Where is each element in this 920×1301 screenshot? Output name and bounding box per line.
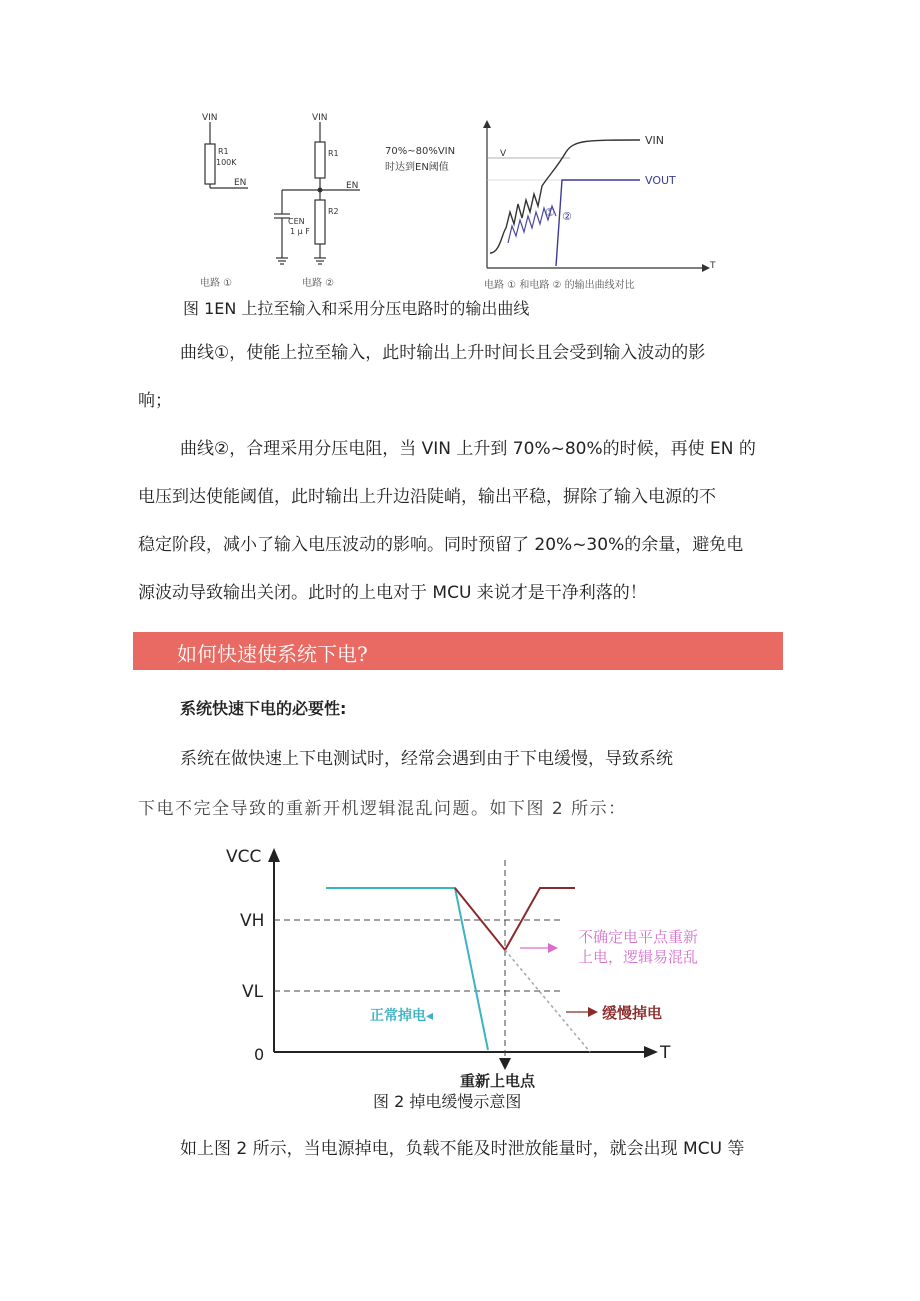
c2-en-label: EN [346, 181, 359, 191]
graph-v-arrow [483, 120, 491, 128]
slow-label: 缓慢掉电 [602, 1004, 663, 1022]
vcc-axis-arrow [268, 848, 280, 862]
graph-v-label: V [500, 149, 507, 159]
paragraph-1b: 响； [138, 391, 172, 411]
slow-arrow-head [588, 1007, 598, 1017]
paragraph-4: 如上图 2 所示，当电源掉电，负载不能及时泄放能量时，就会出现 MCU 等 [180, 1139, 745, 1159]
note-line-1: 不确定电平点重新 [578, 928, 699, 946]
c2-r1-label: R1 [328, 149, 339, 158]
c2-r2-label: R2 [328, 207, 339, 216]
restart-arrow [499, 1058, 511, 1070]
zero-label: 0 [254, 1045, 265, 1064]
vin-label: VIN [645, 134, 664, 147]
c1-r1-value: 100K [216, 158, 237, 167]
note-line-2: 上电，逻辑易混乱 [578, 948, 699, 966]
c2-cen-value: 1 μ F [290, 227, 310, 236]
section-banner [133, 632, 783, 670]
vcc-label: VCC [226, 847, 262, 867]
paragraph-2-line-4: 源波动导致输出关闭。此时的上电对于 MCU 来说才是干净利落的！ [138, 583, 647, 603]
c2-cen-label: CEN [288, 217, 305, 226]
circuit-2 [274, 122, 360, 264]
figure-1-diagram [190, 108, 750, 298]
figure-2-caption: 图 2 掉电缓慢示意图 [373, 1092, 522, 1111]
c1-en-label: EN [234, 178, 247, 188]
graph-t-arrow [702, 264, 710, 272]
c2-caption: 电路 ② [302, 278, 335, 289]
t-label: T [660, 1043, 671, 1063]
junction-dot [318, 188, 323, 193]
figure-1-caption: 图 1EN 上拉至输入和采用分压电路时的输出曲线 [183, 299, 530, 318]
note-arrow-head [548, 943, 558, 953]
vl-label: VL [242, 982, 264, 1002]
c1-vin-label: VIN [202, 113, 218, 123]
c1-r1-label: R1 [218, 147, 229, 156]
restart-label: 重新上电点 [460, 1072, 536, 1090]
vin-curve [490, 140, 640, 253]
vh-label: VH [240, 911, 265, 931]
curve-2-marker: ② [562, 210, 572, 223]
graph-note-2: 时达到EN阈值 [385, 162, 449, 173]
paragraph-1: 曲线①，使能上拉至输入，此时输出上升时间长且会受到输入波动的影 [180, 343, 706, 363]
graph-caption: 电路 ① 和电路 ② 的输出曲线对比 [484, 280, 635, 291]
curve-1-marker: ① [545, 206, 555, 219]
c1-caption: 电路 ① [200, 278, 233, 289]
subheading: 系统快速下电的必要性: [180, 699, 347, 718]
c2-vin-label: VIN [312, 113, 328, 123]
figure-2-diagram [226, 840, 700, 1090]
output-curve-graph [385, 120, 716, 291]
vout-label: VOUT [645, 174, 676, 187]
slow-power-down-curve [455, 888, 575, 950]
paragraph-3-line-2: 下电不完全导致的重新开机逻辑混乱问题。如下图 2 所示： [138, 799, 627, 819]
normal-label: 正常掉电◂ [370, 1008, 434, 1024]
paragraph-2-line-1: 曲线②，合理采用分压电阻，当 VIN 上升到 70%~80%的时候，再使 EN 的 [180, 439, 756, 459]
section-title: 如何快速使系统下电? [177, 642, 368, 666]
graph-note-1: 70%~80%VIN [385, 146, 456, 157]
paragraph-2-line-3: 稳定阶段，减小了输入电压波动的影响。同时预留了 20%~30%的余量，避免电 [138, 535, 744, 555]
graph-t-label: T [710, 261, 716, 271]
paragraph-3-line-1: 系统在做快速上下电测试时，经常会遇到由于下电缓慢，导致系统 [180, 749, 673, 769]
vout-curve-2 [556, 180, 640, 266]
paragraph-2-line-2: 电压到达使能阈值，此时输出上升边沿陡峭，输出平稳，摒除了输入电源的不 [138, 487, 716, 507]
normal-power-down-curve [326, 888, 488, 1050]
t-axis-arrow [644, 1046, 658, 1058]
